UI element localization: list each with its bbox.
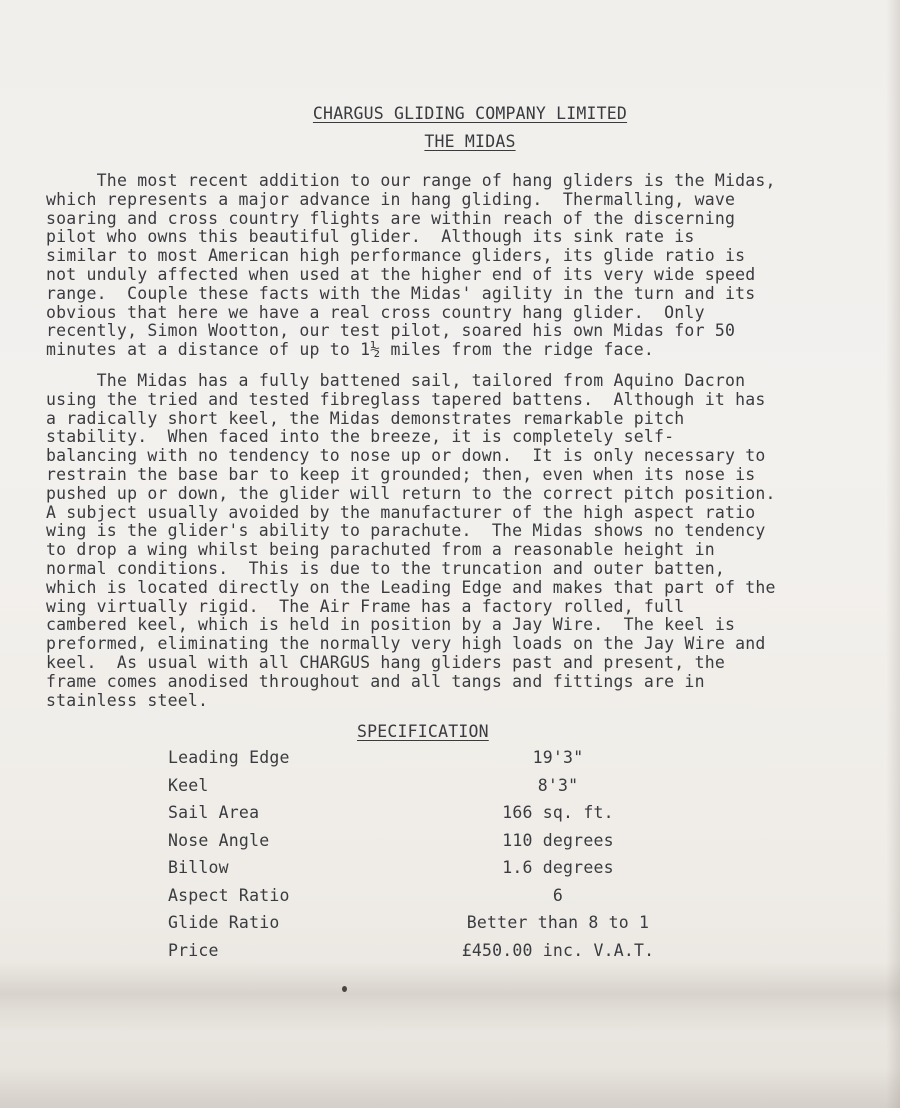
paper-bottom-shadow	[0, 1068, 900, 1108]
spec-row-billow	[168, 858, 668, 886]
specification-table	[168, 748, 668, 968]
spec-row-sail-area	[168, 803, 668, 831]
spec-value: 19'3"	[532, 748, 584, 767]
spec-value: Better than 8 to 1	[466, 913, 650, 932]
spec-value: 166 sq. ft.	[502, 803, 614, 822]
spec-value: £450.00 inc. V.A.T.	[461, 940, 655, 960]
paragraph-intro: The most recent addition to our range of hang gliders is the Midas, which represents a major advance in hang gliding. Thermalling, wave soaring and cross country flights are within reach of the discerning pilot who owns this beautiful glider. Although its sink rate is similar to most American high performance gliders, its glide ratio is not unduly affected when used at the higher end of its very wide speed range. Couple these facts with the Midas' agility in the turn and its obvious that here we have a real cross country hang glider. Only recently, Simon Wootton, our test pilot, soared his own Midas for 50 minutes at a distance of up to 1½ miles from the ridge face.	[46, 171, 776, 360]
spec-label: Leading Edge	[168, 748, 290, 767]
spec-row-aspect-ratio	[168, 886, 668, 914]
paragraph-details: The Midas has a fully battened sail, tailored from Aquino Dacron using the tried and tested fibreglass tapered battens. Although it has a radically short keel, the Midas demonstrates remarkable pitch stability. When faced into the breeze, it is completely self- balancing with no tendency to nose up or down. It is only necessary to restrain the base bar to keep it grounded; then, even when its nose is pushed up or down, the glider will return to the correct pitch position. A subject usually avoided by the manufacturer of the high aspect ratio wing is the glider's ability to parachute. The Midas shows no tendency to drop a wing whilst being parachuted from a reasonable height in normal conditions. This is due to the truncation and outer batten, which is located directly on the Leading Edge and makes that part of the wing virtually rigid. The Air Frame has a factory rolled, full cambered keel, which is held in position by a Jay Wire. The keel is preformed, eliminating the normally very high loads on the Jay Wire and keel. As usual with all CHARGUS hang gliders past and present, the frame comes anodised throughout and all tangs and fittings are in stainless steel.	[46, 371, 776, 710]
spec-row-nose-angle	[168, 831, 668, 859]
spec-row-glide-ratio	[168, 913, 668, 941]
spec-value: 6	[552, 885, 564, 905]
spec-row-price	[168, 941, 668, 969]
document-title: THE MIDAS	[424, 132, 516, 151]
spec-label: Glide Ratio	[168, 913, 280, 932]
spec-value: 110 degrees	[502, 830, 614, 850]
specification-heading: SPECIFICATION	[357, 722, 489, 741]
paper-fold-crease	[0, 962, 900, 1032]
spec-label: Sail Area	[168, 803, 260, 822]
spec-row-keel	[168, 776, 668, 804]
spec-row-leading-edge	[168, 748, 668, 776]
paper-edge-shadow	[886, 0, 900, 1108]
spec-value: 8'3"	[537, 775, 579, 795]
spec-label: Nose Angle	[168, 830, 270, 850]
spec-label: Billow	[168, 858, 229, 877]
ink-spot	[342, 986, 347, 992]
spec-label: Aspect Ratio	[168, 885, 290, 905]
spec-label: Keel	[168, 775, 209, 795]
company-name: CHARGUS GLIDING COMPANY LIMITED	[312, 104, 628, 123]
spec-label: Price	[168, 940, 219, 960]
spec-value: 1.6 degrees	[502, 858, 614, 877]
